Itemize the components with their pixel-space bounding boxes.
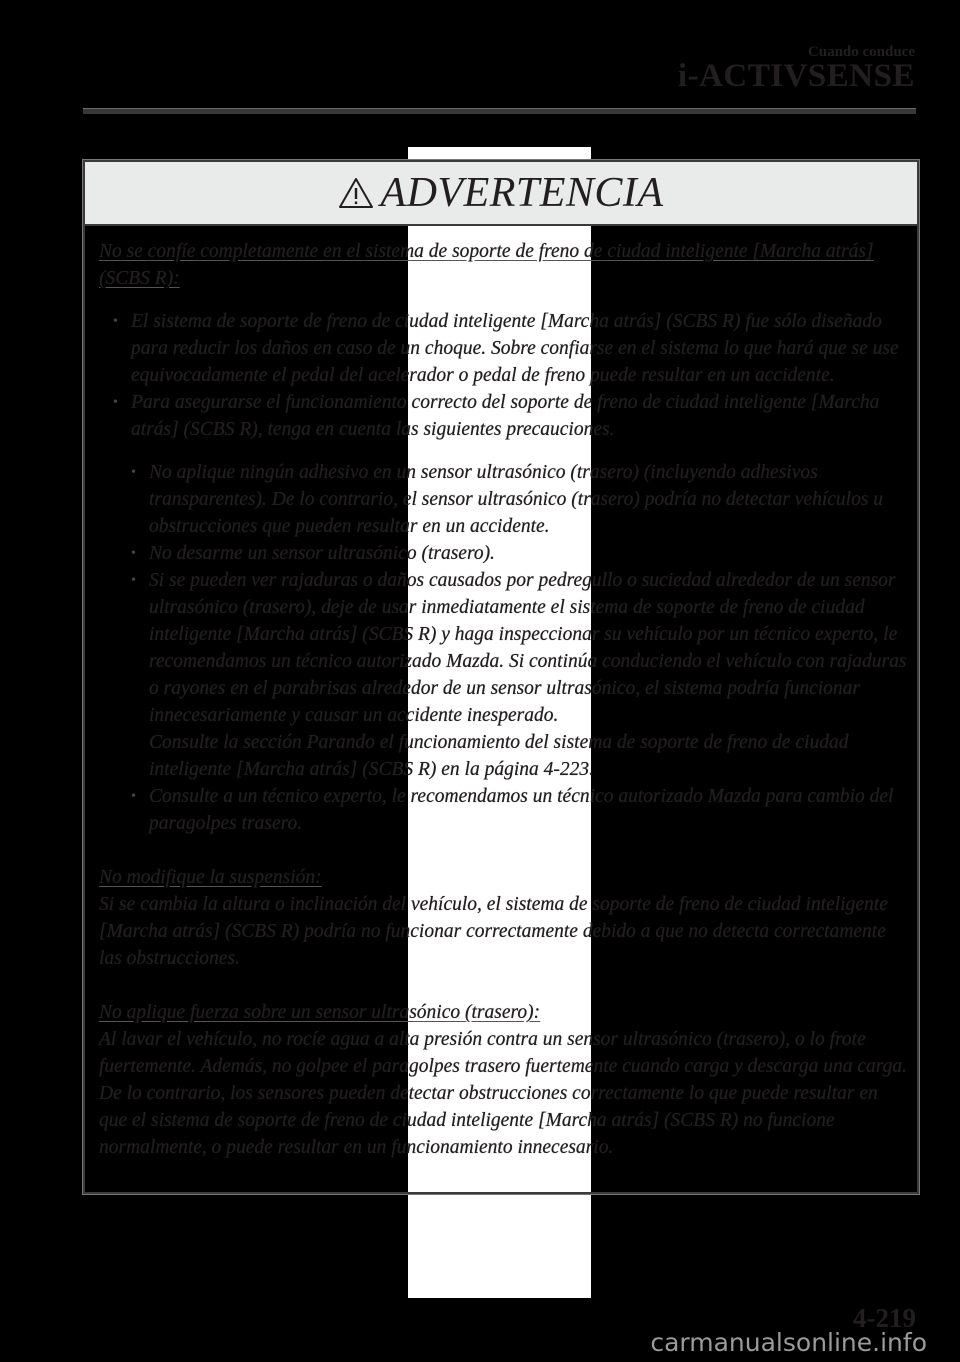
sub-bullet-list (99, 459, 907, 837)
warning-triangle-icon (338, 177, 374, 209)
warning-header (85, 162, 917, 226)
section-text: Si se cambia la altura o inclinación del vehículo, el sistema de soporte de freno de ciudad inteligente [Marcha atrás] (SCBS R) podría no funcionar correctamente debido a que no detecta correctamente las obstrucciones. (99, 894, 888, 969)
chapter-title: i-ACTIVSENSE (677, 58, 915, 94)
warning-box (83, 160, 919, 1194)
list-item: • Consulte a un técnico experto, le recomendamos un técnico autorizado Mazda para cambio del paragolpes trasero. (127, 783, 907, 837)
warning-title: ADVERTENCIA (380, 170, 664, 216)
watermark: carmanualsonline.info (650, 1328, 927, 1357)
header-rule (83, 108, 916, 114)
list-item: • El sistema de soporte de freno de ciudad inteligente [Marcha atrás] (SCBS R) fue sólo diseñado para reducir los daños en caso de un choque. Sobre confiarse en el sistema lo que hará que se use equivocadamente el pedal del acelerador o pedal de freno puede resultar en un accidente. (109, 308, 907, 389)
section-heading: No aplique fuerza sobre un sensor ultrasónico (trasero): (99, 1002, 541, 1023)
list-item (127, 567, 907, 783)
section-heading: No se confíe completamente en el sistema de soporte de freno de ciudad inteligente [Marcha atrás] (SCBS R): (99, 241, 874, 289)
list-item: • No desarme un sensor ultrasónico (trasero). (127, 540, 907, 567)
page-number: 4-219 (853, 1303, 916, 1333)
section-label: Cuando conduce (807, 44, 915, 60)
list-item: • Para asegurarse el funcionamiento correcto del soporte de freno de ciudad inteligente [Marcha atrás] (SCBS R), tenga en cuenta las siguientes precauciones. (109, 389, 907, 443)
list-item: • No aplique ningún adhesivo en un sensor ultrasónico (trasero) (incluyendo adhesivos transparentes). De lo contrario, el sensor ultrasónico (trasero) podría no detectar vehículos u obstrucciones que pueden resultar en un accidente. (127, 459, 907, 540)
section-text: Al lavar el vehículo, no rocíe agua a alta presión contra un sensor ultrasónico (trasero), o lo frote fuertemente. Además, no golpee el paragolpes trasero fuertemente cuando carga y descarga una carga. De lo contrario, los sensores pueden detectar obstrucciones correctamente lo que puede resultar en que el sistema de soporte de freno de ciudad inteligente [Marcha atrás] (SCBS R) no funcione normalmente, o puede resultar en un funcionamiento innecesario. (99, 1029, 908, 1158)
warning-body (99, 238, 907, 1161)
list-item-text: Si se pueden ver rajaduras o daños causados por pedregullo o suciedad alrededor de un sensor ultrasónico (trasero), deje de usar inmediatamente el sistema de soporte de freno de ciudad inteligente [Marcha atrás] (SCBS R) y haga inspeccionar su vehículo por un técnico experto, le recomendamos un técnico autorizado Mazda. Si continúa conduciendo el vehículo con rajaduras o rayones en el parabrisas alrededor de un sensor ultrasónico, el sistema podría funcionar innecesariamente y causar un accidente inesperado. (149, 570, 907, 726)
bullet-list (99, 308, 907, 443)
section-heading: No modifique la suspensión: (99, 867, 322, 888)
page-reference: Consulte la sección Parando el funcionamiento del sistema de soporte de freno de ciudad inteligente [Marcha atrás] (SCBS R) en la página 4-223. (149, 732, 849, 780)
